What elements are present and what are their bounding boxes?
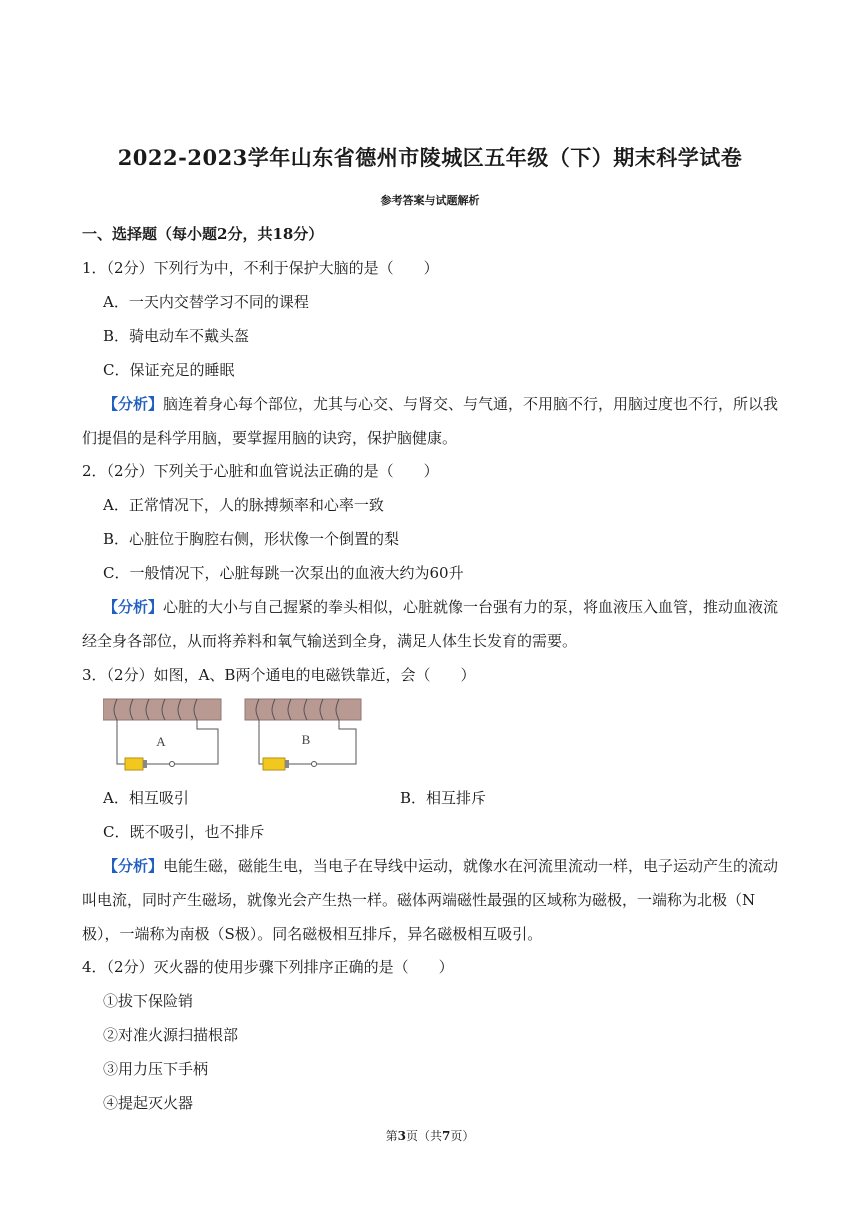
question-1-option-c: C．保证充足的睡眠 <box>103 361 235 379</box>
question-1-stem: 1．（2分）下列行为中，不利于保护大脑的是（ ） <box>82 259 439 277</box>
question-2-analysis-line-2: 经全身各部位，从而将养料和氧气输送到全身，满足人体生长发育的需要。 <box>82 632 578 650</box>
question-1-analysis-line-1: 【分析】脑连着身心每个部位，尤其与心交、与肾交、与气通，不用脑不行，用脑过度也不行，所以我 <box>103 395 779 413</box>
electromagnet-a <box>103 699 221 770</box>
page-number: 3 <box>397 1129 406 1143</box>
figure-label-a: A <box>156 734 166 749</box>
question-2-stem: 2．（2分）下列关于心脏和血管说法正确的是（ ） <box>82 462 439 480</box>
question-3-stem: 3．（2分）如图，A、B两个通电的电磁铁靠近，会（ ） <box>82 666 476 684</box>
electromagnet-b <box>245 699 361 770</box>
question-2-option-a: A．正常情况下，人的脉搏频率和心率一致 <box>103 496 384 514</box>
question-1-analysis-line-2: 们提倡的是科学用脑，要掌握用脑的诀窍，保护脑健康。 <box>82 429 458 447</box>
question-3-option-a: A．相互吸引 <box>103 789 189 807</box>
section-heading: 一、选择题（每小题2分，共18分） <box>82 225 324 243</box>
question-3-option-b: B．相互排斥 <box>400 789 487 807</box>
figure-label-b: B <box>301 732 311 747</box>
question-4-step-2: ②对准火源扫描根部 <box>103 1026 239 1044</box>
question-4-stem: 4．（2分）灭火器的使用步骤下列排序正确的是（ ） <box>82 958 454 976</box>
analysis-tag: 【分析】 <box>103 857 164 875</box>
analysis-tag: 【分析】 <box>103 598 164 616</box>
page-footer: 第3页（共7页） <box>385 1129 475 1143</box>
page-subtitle: 参考答案与试题解析 <box>380 194 480 207</box>
question-4-step-4: ④提起灭火器 <box>103 1094 194 1112</box>
question-1-option-b: B．骑电动车不戴头盔 <box>103 327 250 345</box>
electromagnet-figure <box>103 694 368 780</box>
analysis-tag: 【分析】 <box>103 395 164 413</box>
question-3-analysis-line-1: 【分析】电能生磁，磁能生电，当电子在导线中运动，就像水在河流里流动一样，电子运动产生的流动 <box>103 857 779 875</box>
question-3-analysis-line-3: 极），一端称为南极（S极）。同名磁极相互排斥，异名磁极相互吸引。 <box>82 925 543 943</box>
question-2-option-b: B．心脏位于胸腔右侧，形状像一个倒置的梨 <box>103 530 400 548</box>
question-4-step-1: ①拔下保险销 <box>103 992 194 1010</box>
question-2-option-c: C．一般情况下，心脏每跳一次泵出的血液大约为60升 <box>103 564 464 582</box>
page-title: 2022-2023学年山东省德州市陵城区五年级（下）期末科学试卷 <box>117 145 743 170</box>
question-2-analysis-line-1: 【分析】心脏的大小与自己握紧的拳头相似，心脏就像一台强有力的泵，将血液压入血管，推动血液流 <box>103 598 779 616</box>
question-1-option-a: A．一天内交替学习不同的课程 <box>103 293 309 311</box>
question-3-analysis-line-2: 叫电流，同时产生磁场，就像光会产生热一样。磁体两端磁性最强的区域称为磁极，一端称为北极（N <box>82 891 756 909</box>
page-total: 7 <box>442 1129 451 1143</box>
question-4-step-3: ③用力压下手柄 <box>103 1060 209 1078</box>
question-3-option-c: C．既不吸引，也不排斥 <box>103 823 265 841</box>
